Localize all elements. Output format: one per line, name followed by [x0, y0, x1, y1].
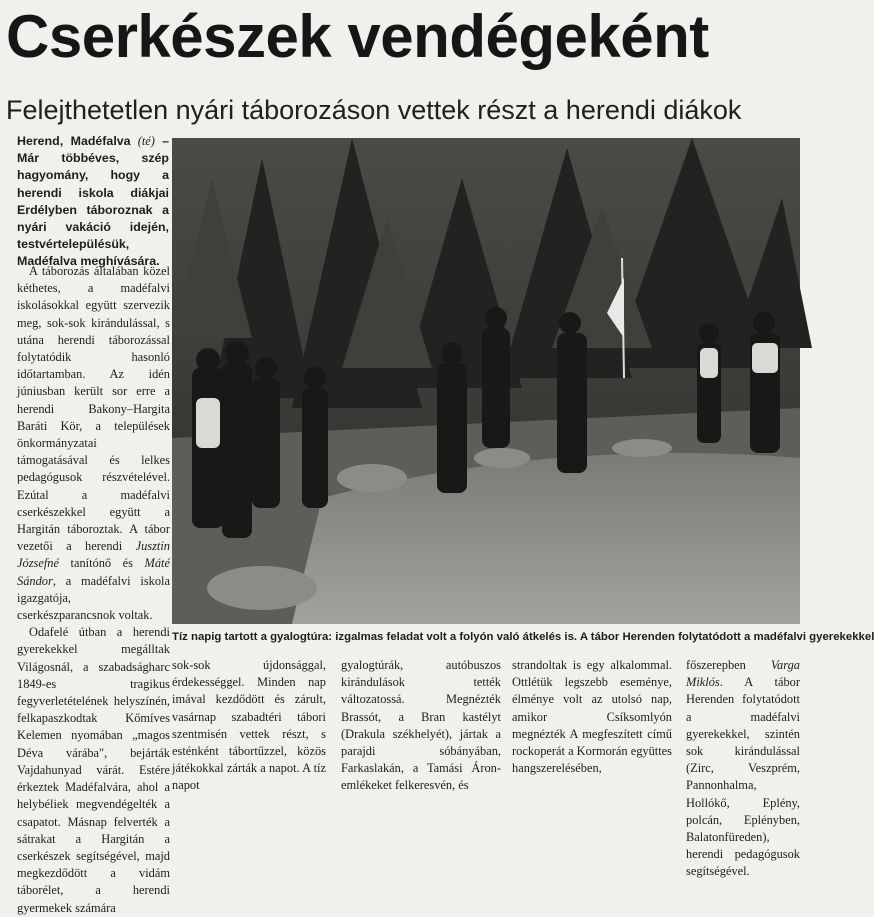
- article-column-5: [686, 657, 800, 879]
- photo-caption: Tíz napig tartott a gyalogtúra: izgalmas feladat volt a folyón való átkelés is. A tábor Herenden folytatódott a madéfalvi gyerekekkel: [172, 631, 874, 643]
- person-name: Máté Sándor: [17, 556, 170, 588]
- byline: (té): [137, 134, 155, 148]
- lead-text: – Már többéves, szép hagyomány, hogy a herendi iskola diákjai Erdélyben táboroznak a nyári vakáció idején, testvértelepülésük, Madéfalva meghívására.: [17, 134, 169, 269]
- article-photo: [172, 138, 800, 624]
- person-name: Jusztin Józsefné: [17, 539, 170, 571]
- lead-paragraph: [17, 133, 169, 271]
- article-column-2: sok-sok újdonsággal, érdekességgel. Minden nap imával kezdődött és zárult, vasárnap szabadtéri tábori szentmisén vettek részt, s esténként tábortűzzel, közös játékokkal zárták a napot. A tíz napot: [172, 658, 326, 793]
- photo-river-crossing: [172, 138, 800, 624]
- body-paragraph-1: [17, 263, 170, 624]
- body-text: , a madéfalvi iskola igazgatója, cserkészparancsnok voltak.: [17, 573, 170, 623]
- article-column-3: gyalogtúrák, autóbuszos kirándulások tették változatossá. Megnézték Brassót, a Bran kastélyt (Drakula székhelyét), jártak a parajdi sóbányában, Farkaslakán, a Tamási Áron-emlékeket felkeresvén, és: [341, 658, 501, 793]
- article-column-4: strandoltak is egy alkalommal. Ottlétük legszebb eseménye, élménye volt az utolsó nap, amikor Csíksomlyón megnézték A megfeszített című rockoperát a Kormorán együttes hangszerelésében,: [512, 658, 672, 776]
- subheadline: Felejthetetlen nyári táborozáson vettek részt a herendi diákok: [6, 95, 742, 125]
- person-name: Varga Miklós: [686, 658, 800, 690]
- body-text: tanítónő és: [58, 556, 145, 571]
- body-text: A táborozás általában közel kéthetes, a madéfalvi iskolásokkal együtt szervezik meg, sok-sok kirándulással, s utána herendi táborozással folytatódik hasonló időtartamban. Az idén júniusban került sor erre a herendi Bakony–Hargita Baráti Kör, a települések önkormányzatai támogatásával és lelkes pedagógusok részvételével. Ezútal a madéfalvi cserkészekkel együtt a Hargitán táboroztak. A tábor vezetői a herendi: [17, 264, 170, 554]
- body-text: . A tábor Herenden folytatódott a madéfalvi gyerekekkel, szintén sok kirándulással (Zirc, Veszprém, Pannonhalma, Hollókő, Eplény, polcán, Eplényben, Balatonfüreden), herendi pedagógusok segítségével.: [686, 675, 800, 879]
- article-column-1: [17, 263, 170, 917]
- dateline: Herend, Madéfalva: [17, 134, 131, 148]
- body-paragraph-2: Odafelé útban a herendi gyerekekkel megálltak Világosnál, a szabadságharc 1849-es tragikus fegyverletételének helyszínén, felkapaszkodtak Kőmíves Kelemen nyomában „magos Déva várába", bejárták Vajdahunyad várát. Estére érkeztek Madéfalvára, ahol a helybéliek megvendégelték a csapatot. Másnap felverték a sátrakat a Hargitán a cserkészek segítségével, majd megkezdődött a vidám táborélet, a herendi gyermekek számára: [17, 625, 170, 915]
- body-text: főszerepben: [686, 658, 771, 672]
- headline: Cserkészek vendégeként: [6, 3, 709, 70]
